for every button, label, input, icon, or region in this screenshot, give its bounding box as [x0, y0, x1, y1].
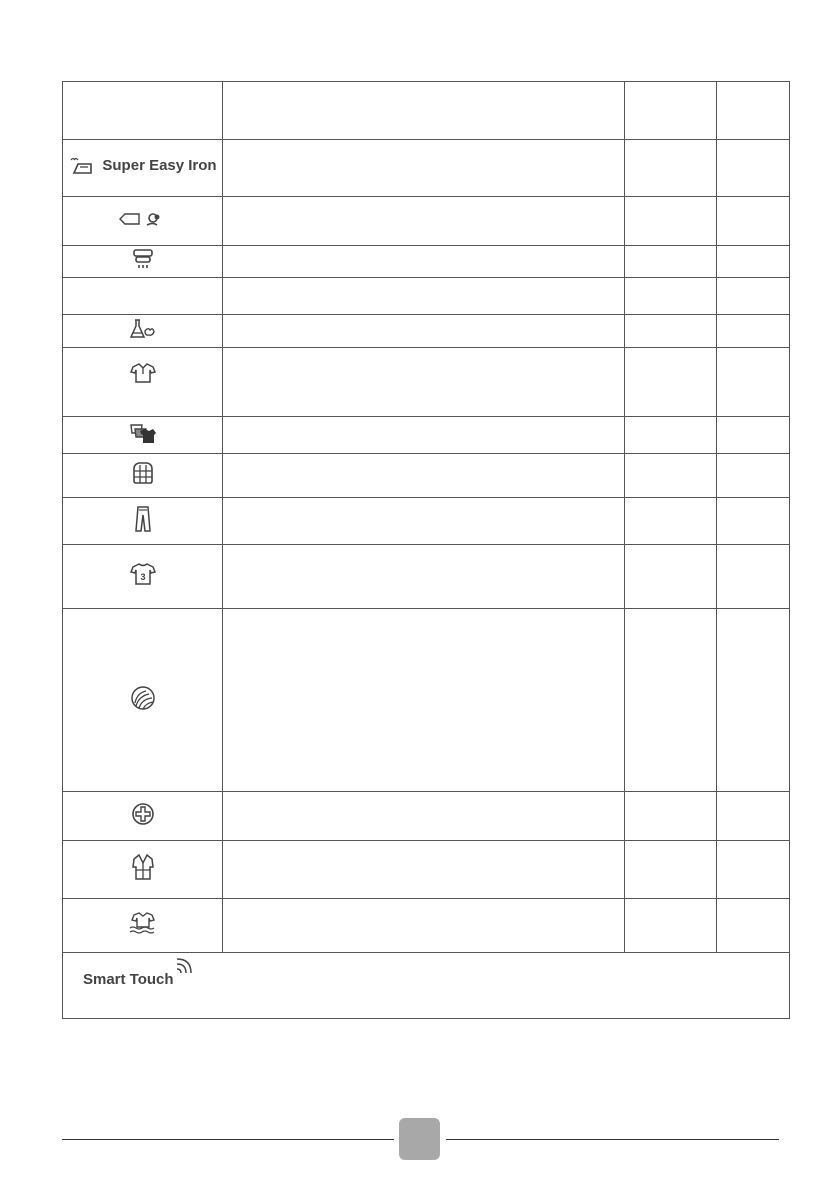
nfc-waves-icon: [175, 955, 193, 975]
table-cell: [223, 545, 625, 609]
table-cell: [223, 348, 625, 417]
table-cell: [223, 899, 625, 953]
table-cell: [625, 348, 717, 417]
table-cell: [625, 417, 717, 454]
table-cell: [223, 315, 625, 348]
page-number-tab: [399, 1118, 440, 1160]
table-cell: [223, 246, 625, 278]
table-cell: [223, 841, 625, 899]
table-cell: [223, 454, 625, 498]
table-row: [63, 197, 790, 246]
table-cell: [223, 609, 625, 792]
table-cell: [625, 454, 717, 498]
table-cell: [63, 315, 223, 348]
table-row: [63, 792, 790, 841]
smart-touch-row: [63, 953, 790, 1019]
table-cell: [717, 454, 790, 498]
table-cell: [625, 545, 717, 609]
table-cell: [625, 82, 717, 140]
table-cell: [63, 417, 223, 454]
table-cell: [63, 454, 223, 498]
table-cell: [717, 278, 790, 315]
table-cell: [625, 609, 717, 792]
table-cell: [717, 417, 790, 454]
table-cell: [625, 140, 717, 197]
table-row: [63, 246, 790, 278]
table-header-row: [63, 82, 790, 140]
table-cell: [63, 197, 223, 246]
iron-icon: [68, 156, 216, 176]
table-cell: [63, 953, 790, 1019]
super-easy-iron-label: Super Easy Iron: [102, 157, 217, 174]
table-row: [63, 278, 790, 315]
table-cell: [625, 498, 717, 545]
table-cell: [625, 792, 717, 841]
table-cell: [717, 82, 790, 140]
table-cell: [717, 140, 790, 197]
table-cell: [625, 246, 717, 278]
table-row: [63, 140, 790, 197]
footer-rule-left: [62, 1139, 394, 1140]
table-cell: [717, 899, 790, 953]
sport-jersey-icon: [130, 562, 156, 586]
table-row: [63, 498, 790, 545]
steam-shirt-icon: [128, 911, 158, 935]
table-cell: [63, 278, 223, 315]
footer-rule-right: [446, 1139, 779, 1140]
table-cell: [717, 197, 790, 246]
table-cell: [223, 278, 625, 315]
table-cell: [63, 899, 223, 953]
table-cell: [223, 82, 625, 140]
hygiene-cross-icon: [131, 802, 155, 826]
table-cell: [717, 841, 790, 899]
program-table: [62, 81, 790, 1019]
table-cell: [63, 609, 223, 792]
table-row: [63, 315, 790, 348]
robe-icon: [131, 853, 155, 881]
table-row: [63, 841, 790, 899]
table-cell: [63, 348, 223, 417]
table-cell: [625, 315, 717, 348]
rinse-icon: [131, 247, 155, 271]
table-cell: [223, 792, 625, 841]
table-cell: [717, 246, 790, 278]
table-cell: [717, 348, 790, 417]
table-cell: [625, 899, 717, 953]
table-row: [63, 454, 790, 498]
mixed-fabrics-icon: [128, 421, 158, 445]
table-row: [63, 417, 790, 454]
svg-text:3: 3: [139, 572, 146, 582]
table-row: [63, 348, 790, 417]
stain-flask-icon: [129, 318, 157, 340]
smart-touch-label: Smart Touch: [83, 971, 174, 988]
table-cell: [63, 498, 223, 545]
wool-icon: [130, 685, 156, 711]
table-cell: [63, 82, 223, 140]
table-cell: [223, 197, 625, 246]
table-cell: [63, 545, 223, 609]
table-cell: [625, 197, 717, 246]
table-row: [63, 899, 790, 953]
table-cell: [63, 841, 223, 899]
table-cell: [717, 315, 790, 348]
table-cell: [63, 246, 223, 278]
table-cell: [717, 792, 790, 841]
table-cell: [63, 140, 223, 197]
table-cell: [223, 417, 625, 454]
table-cell: [223, 498, 625, 545]
trousers-icon: [134, 505, 152, 533]
table-row: [63, 545, 790, 609]
quilted-jacket-icon: [132, 461, 154, 485]
table-cell: [625, 841, 717, 899]
shirt-icon: [130, 362, 156, 384]
table-row: [63, 609, 790, 792]
table-cell: [223, 140, 625, 197]
table-cell: [625, 278, 717, 315]
table-cell: [717, 609, 790, 792]
table-cell: [717, 545, 790, 609]
table-cell: [717, 498, 790, 545]
table-cell: [63, 792, 223, 841]
care-label-icon: [117, 209, 169, 229]
